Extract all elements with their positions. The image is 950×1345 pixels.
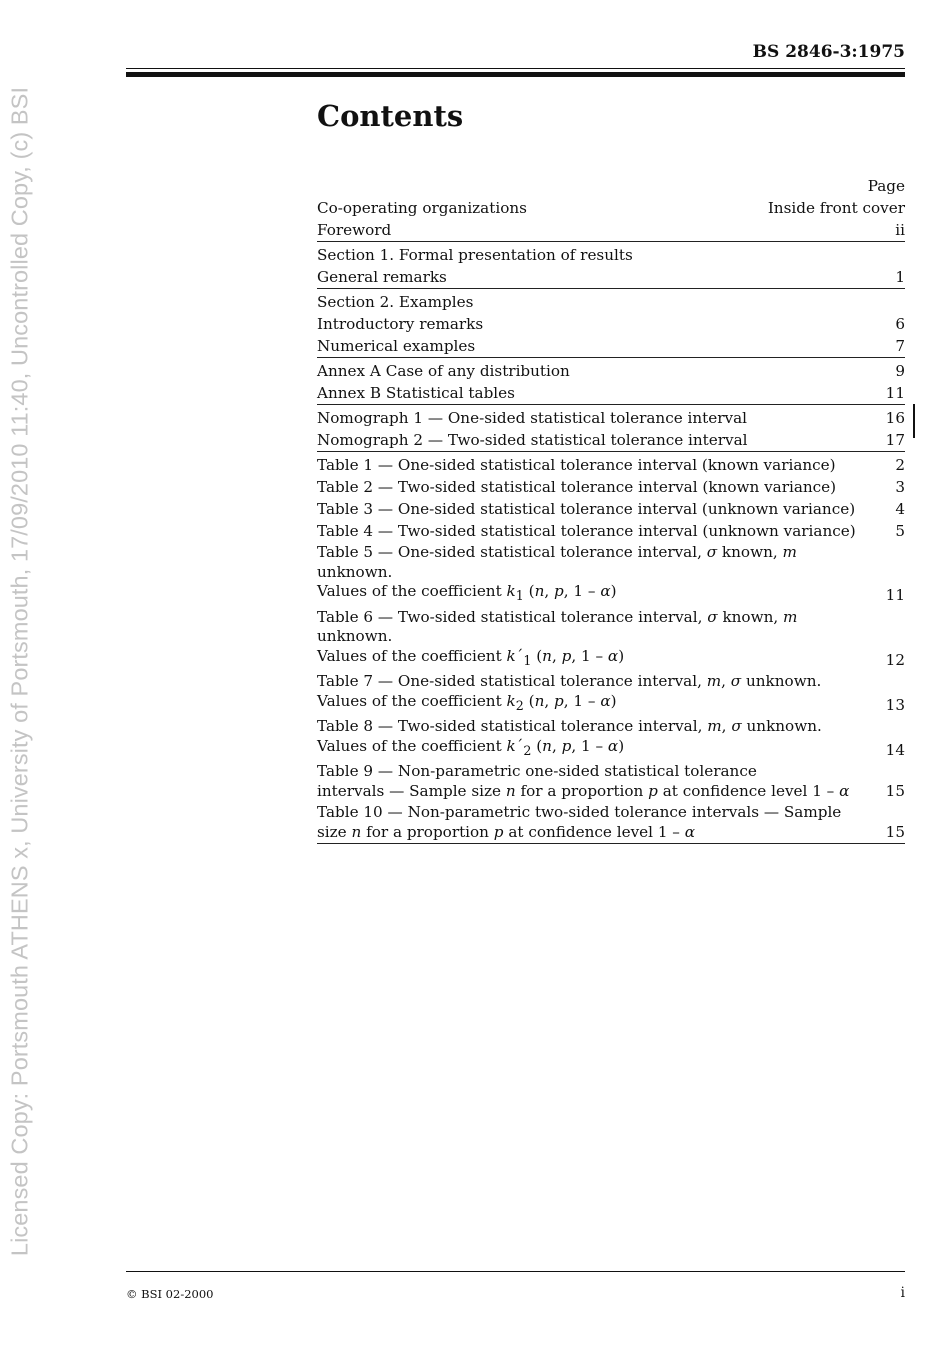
toc-entry-page: 15 <box>885 822 905 841</box>
toc-entry[interactable] <box>317 335 905 357</box>
tables-group <box>317 454 905 844</box>
toc-entry-label: Table 5 — One-sided statistical tolerance interval, σ known, m unknown. Values of the coefficient $k_1$ (n, p, 1 – α) <box>317 543 797 604</box>
footer-copyright: © BSI 02-2000 <box>126 1287 214 1301</box>
toc-entry[interactable] <box>317 671 905 716</box>
toc-entry-label: Table 2 — Two-sided statistical tolerance interval (known variance) <box>317 478 837 496</box>
annex-group <box>317 360 905 405</box>
toc-entry-label: Nomograph 2 — Two-sided statistical tolerance interval <box>317 431 748 449</box>
page-title: Contents <box>317 99 464 133</box>
toc-entry-label: Table 1 — One-sided statistical tolerance interval (known variance) <box>317 456 836 474</box>
toc-entry-page: 2 <box>895 456 905 474</box>
toc-entry[interactable] <box>317 476 905 498</box>
toc-entry-page: 12 <box>885 650 905 669</box>
toc-entry[interactable] <box>317 607 905 672</box>
section-1-group <box>317 244 905 289</box>
toc-entry-page: ii <box>895 221 905 239</box>
toc-entry-page: 11 <box>885 586 905 605</box>
toc-entry-label: Table 6 — Two-sided statistical tolerance interval, σ known, m unknown. Values of the coefficient $k´_1$ (n, p, 1 – α) <box>317 607 798 668</box>
toc-entry-label: Table 4 — Two-sided statistical tolerance interval (unknown variance) <box>317 522 856 540</box>
toc-entry[interactable] <box>317 313 905 335</box>
toc-entry[interactable] <box>317 542 905 607</box>
toc-entry-page: 3 <box>895 478 905 496</box>
toc-entry-label: Annex B Statistical tables <box>317 384 515 402</box>
toc-entry-label: Table 8 — Two-sided statistical tolerance interval, m, σ unknown. Values of the coefficient $k´_2$ (n, p, 1 – α) <box>317 717 822 758</box>
section-heading[interactable]: Section 2. Examples <box>317 293 474 311</box>
section-2-group <box>317 291 905 358</box>
change-bar <box>913 404 915 438</box>
toc-entry-label: Co-operating organizations <box>317 199 527 217</box>
toc-entry[interactable] <box>317 520 905 542</box>
nomograph-group <box>317 407 905 452</box>
toc-entry-page: 5 <box>895 522 905 540</box>
toc-entry-page: 4 <box>895 500 905 518</box>
toc-entry-page: 17 <box>885 431 905 449</box>
toc-entry-label: Table 3 — One-sided statistical tolerance interval (unknown variance) <box>317 500 856 518</box>
toc-entry[interactable] <box>317 266 905 288</box>
toc-entry-label: Introductory remarks <box>317 315 484 333</box>
header-rule-thick <box>126 72 905 77</box>
toc-entry-page: 11 <box>885 384 905 402</box>
contents-list <box>317 176 905 846</box>
toc-entry[interactable] <box>317 407 905 429</box>
toc-entry-page: 6 <box>895 315 905 333</box>
toc-entry-label: Table 10 — Non-parametric two-sided tolerance intervals — Sample size n for a proportion p at confidence level 1 – α <box>317 803 842 841</box>
section-heading[interactable]: Section 1. Formal presentation of results <box>317 246 633 264</box>
toc-entry-page: 7 <box>895 337 905 355</box>
toc-entry[interactable] <box>317 382 905 404</box>
toc-entry[interactable] <box>317 197 905 219</box>
toc-entry-label: Table 9 — Non-parametric one-sided statistical tolerance intervals — Sample size n for a proportion p at confidence level 1 – α <box>317 762 850 800</box>
toc-entry-page: 9 <box>895 362 905 380</box>
toc-entry[interactable] <box>317 761 905 802</box>
toc-entry-label: Numerical examples <box>317 337 476 355</box>
toc-entry[interactable] <box>317 219 905 241</box>
toc-entry-page: 15 <box>885 781 905 800</box>
document-id: BS 2846-3:1975 <box>752 42 905 62</box>
toc-entry[interactable] <box>317 498 905 520</box>
toc-entry[interactable] <box>317 429 905 451</box>
toc-entry-label: Nomograph 1 — One-sided statistical tolerance interval <box>317 409 748 427</box>
toc-entry-label: Foreword <box>317 221 392 239</box>
toc-entry-label: General remarks <box>317 268 447 286</box>
front-matter-group <box>317 197 905 242</box>
toc-entry[interactable] <box>317 360 905 382</box>
toc-entry[interactable] <box>317 716 905 761</box>
toc-entry-label: Annex A Case of any distribution <box>317 362 570 380</box>
footer-rule <box>126 1271 905 1272</box>
toc-entry-page: Inside front cover <box>767 199 905 217</box>
toc-entry-label: Table 7 — One-sided statistical tolerance interval, m, σ unknown. Values of the coefficient $k_2$ (n, p, 1 – α) <box>317 672 822 713</box>
license-watermark: Licensed Copy: Portsmouth ATHENS x, University of Portsmouth, 17/09/2010 11:40, Uncontrolled Copy, (c) BSI <box>6 86 33 1257</box>
toc-entry-page: 1 <box>895 268 905 286</box>
toc-entry-page: 13 <box>885 695 905 714</box>
toc-entry-page: 16 <box>885 409 905 427</box>
footer-page-number: i <box>900 1285 905 1301</box>
header-rule-thin <box>126 68 905 69</box>
toc-entry[interactable] <box>317 454 905 476</box>
toc-entry[interactable] <box>317 802 905 843</box>
toc-entry-page: 14 <box>885 740 905 759</box>
page-column-header: Page <box>867 177 905 195</box>
